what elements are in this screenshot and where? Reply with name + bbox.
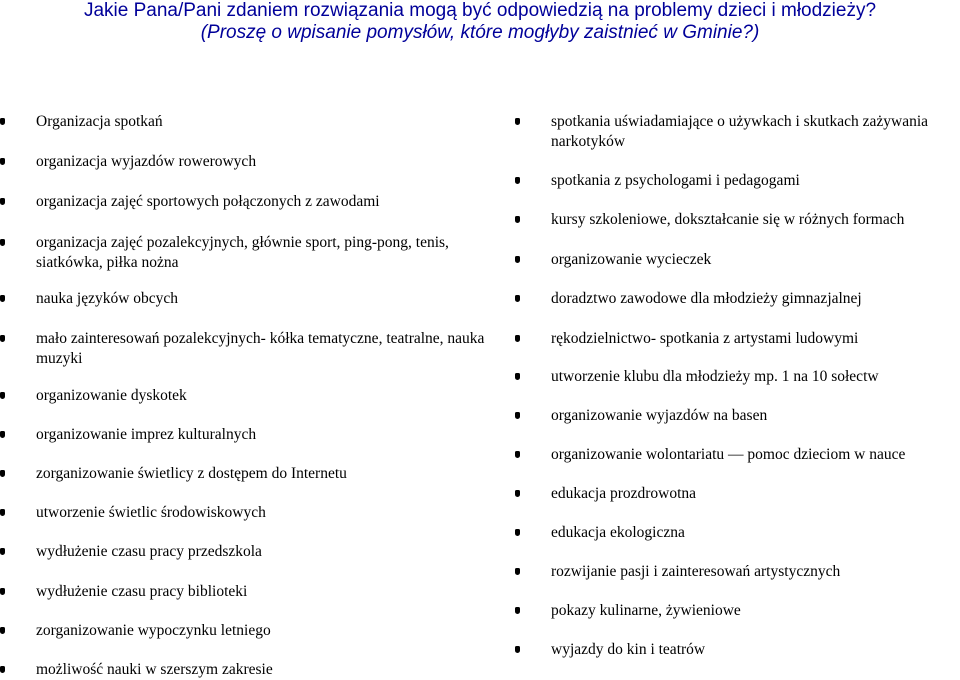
bullet-icon [515, 412, 520, 419]
bullet-icon [515, 373, 520, 380]
list-item: edukacja ekologiczna [515, 523, 960, 543]
bullet-icon [0, 588, 5, 595]
bullet-icon [0, 335, 5, 342]
list-item: organizacja wyjazdów rowerowych [0, 152, 486, 172]
list-item: organizowanie wycieczek [515, 250, 960, 270]
list-item: wyjazdy do kin i teatrów [515, 640, 960, 660]
bullet-icon [0, 118, 5, 125]
list-item: zorganizowanie wypoczynku letniego [0, 621, 486, 641]
list-item: wydłużenie czasu pracy biblioteki [0, 582, 486, 602]
bullet-icon [515, 335, 520, 342]
list-item: rękodzielnictwo- spotkania z artystami ludowymi [515, 329, 960, 349]
list-item: nauka języków obcych [0, 289, 486, 309]
list-item: pokazy kulinarne, żywieniowe [515, 601, 960, 621]
bullet-icon [0, 548, 5, 555]
bullet-icon [0, 392, 5, 399]
list-item: kursy szkoleniowe, dokształcanie się w różnych formach [515, 210, 960, 230]
bullet-icon [515, 177, 520, 184]
bullet-icon [0, 198, 5, 205]
bullet-icon [515, 451, 520, 458]
bullet-icon [515, 256, 520, 263]
list-item: wydłużenie czasu pracy przedszkola [0, 542, 486, 562]
bullet-icon [0, 295, 5, 302]
bullet-icon [0, 239, 5, 246]
title-line-2: (Proszę o wpisanie pomysłów, które mogłyby zaistnieć w Gminie?) [200, 22, 760, 43]
title-line-1: Jakie Pana/Pani zdaniem rozwiązania mogą być odpowiedzią na problemy dzieci i młodzieży? [83, 0, 877, 21]
bullet-icon [0, 666, 5, 673]
bullet-icon [0, 627, 5, 634]
bullet-icon [0, 431, 5, 438]
bullet-icon [515, 529, 520, 536]
bullet-icon [0, 158, 5, 165]
list-item: utworzenie świetlic środowiskowych [0, 503, 486, 523]
list-item: spotkania z psychologami i pedagogami [515, 171, 960, 191]
list-item: rozwijanie pasji i zainteresowań artystycznych [515, 562, 960, 582]
bullet-icon [0, 509, 5, 516]
bullet-icon [515, 118, 520, 125]
list-item: doradztwo zawodowe dla młodzieży gimnazjalnej [515, 289, 960, 309]
list-item: organizacja zajęć pozalekcyjnych, głównie sport, ping-pong, tenis, siatkówka, piłka nożna [0, 233, 486, 273]
bullet-icon [0, 470, 5, 477]
list-item: spotkania uświadamiające o używkach i skutkach zażywania narkotyków [515, 112, 960, 152]
list-item: organizowanie imprez kulturalnych [0, 425, 486, 445]
list-item: Organizacja spotkań [0, 112, 486, 132]
list-item: zorganizowanie świetlicy z dostępem do Internetu [0, 464, 486, 484]
list-item: utworzenie klubu dla młodzieży mp. 1 na 10 sołectw [515, 367, 960, 387]
list-item: organizacja zajęć sportowych połączonych z zawodami [0, 192, 486, 212]
list-item: organizowanie wyjazdów na basen [515, 406, 960, 426]
bullet-icon [515, 490, 520, 497]
bullet-icon [515, 646, 520, 653]
list-item: edukacja prozdrowotna [515, 484, 960, 504]
bullet-icon [515, 607, 520, 614]
bullet-icon [515, 216, 520, 223]
bullet-icon [515, 568, 520, 575]
list-item: organizowanie wolontariatu — pomoc dzieciom w nauce [515, 445, 960, 465]
list-item: mało zainteresowań pozalekcyjnych- kółka tematyczne, teatralne, nauka muzyki [0, 329, 486, 369]
bullet-icon [515, 295, 520, 302]
list-item: organizowanie dyskotek [0, 386, 486, 406]
list-item: możliwość nauki w szerszym zakresie [0, 660, 486, 680]
page-title [0, 0, 960, 44]
